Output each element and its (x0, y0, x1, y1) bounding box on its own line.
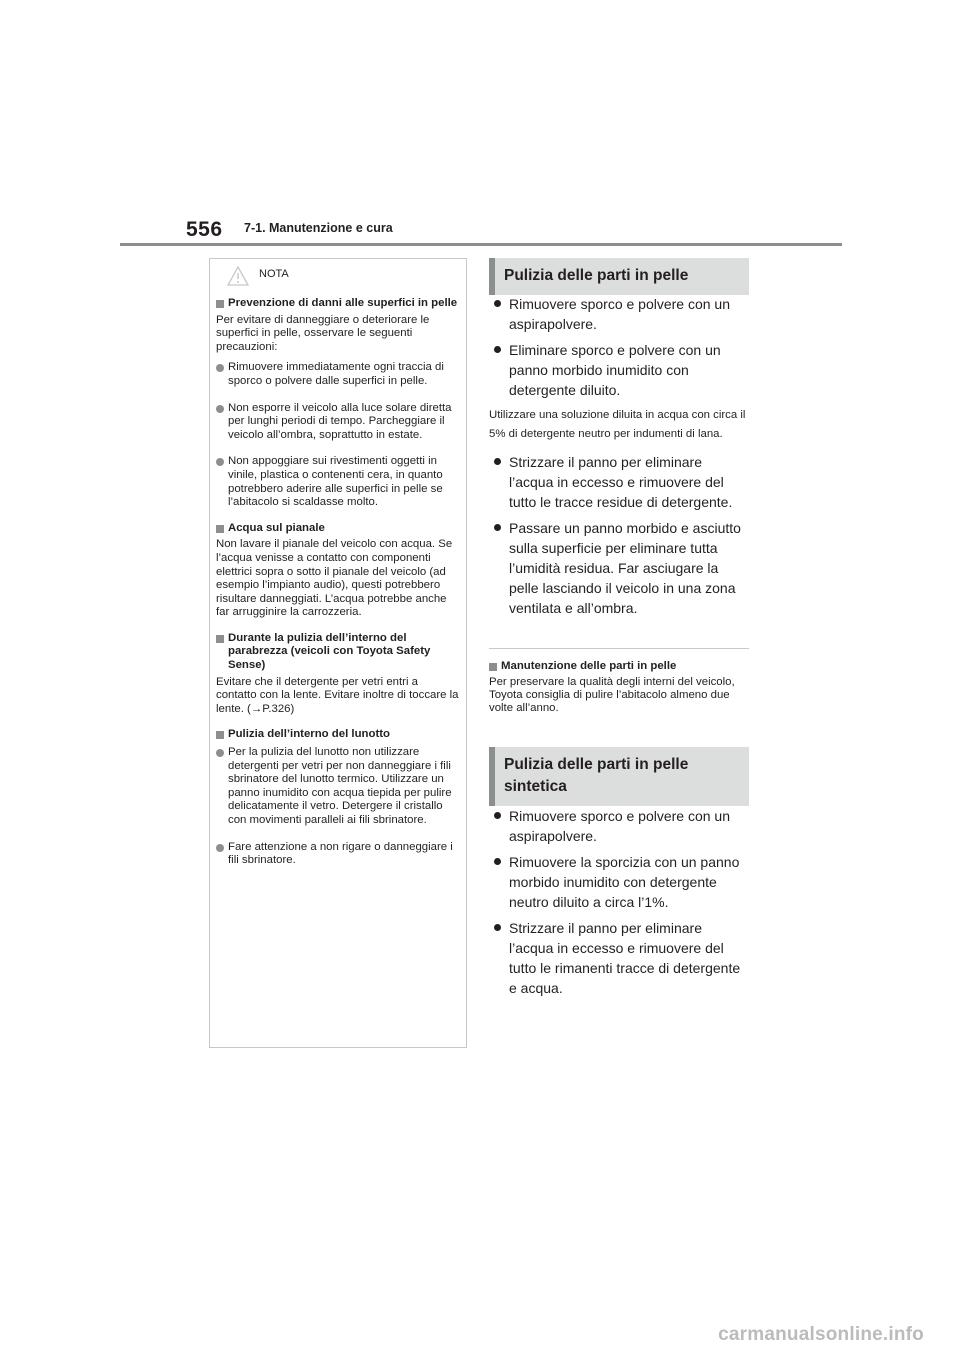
leather-list (489, 294, 749, 624)
nota-block-title: Durante la pulizia dell’interno del parabrezza (veicoli con Toyota Safety Sense) (216, 632, 460, 673)
nota-block-text: Evitare che il detergente per vetri entri a contatto con la lente. Evitare inoltre di toccare la lente. (→P.326) (216, 675, 459, 715)
leather-heading: Pulizia delle parti in pelle (489, 258, 749, 295)
list-item: Eliminare sporco e polvere con un panno morbido inumidito con detergente diluito. (493, 340, 749, 400)
nota-bullet: Per la pulizia del lunotto non utilizzare detergenti per vetri per non danneggiare i fili sbrinatore del lunotto termico. Utilizzare un panno inumidito con acqua tiepida per pulire delicatamente il vetro. Detergere il cristallo con movimenti paralleli ai fili sbrinatore. (216, 746, 460, 828)
synthetic-heading: Pulizia delle parti in pelle sintetica (489, 747, 749, 806)
nota-bullet: Rimuovere immediatamente ogni traccia di sporco o polvere dalle superfici in pelle. (216, 361, 460, 388)
nota-bullet: Non appoggiare sui rivestimenti oggetti in vinile, plastica o contenenti cera, in quanto potrebbero aderire alle superfici in pelle se l’abitacolo si scaldasse molto. (216, 455, 460, 509)
nota-bullet: Fare attenzione a non rigare o danneggiare i fili sbrinatore. (216, 841, 460, 868)
nota-bullet: Non esporre il veicolo alla luce solare diretta per lunghi periodi di tempo. Parcheggiare il veicolo all’ombra, soprattutto in estate. (216, 402, 460, 443)
leather-note: Utilizzare una soluzione diluita in acqua con circa il 5% di detergente neutro per indumenti di lana. (489, 409, 746, 440)
divider (489, 648, 749, 649)
nota-block-title: Prevenzione di danni alle superfici in pelle (216, 297, 460, 311)
header-rule (120, 243, 842, 246)
synthetic-list (493, 806, 749, 1004)
list-item: Strizzare il panno per eliminare l’acqua in eccesso e rimuovere del tutto le rimanenti tracce di detergente e acqua. (493, 918, 749, 998)
nota-block-title: Pulizia dell’interno del lunotto (216, 728, 460, 742)
nota-label: NOTA (259, 268, 289, 280)
page-number: 556 (186, 218, 223, 241)
maintenance-text: Per preservare la qualità degli interni del veicolo, Toyota consiglia di pulire l’abitacolo almeno due volte all’anno. (489, 676, 735, 714)
list-item: Rimuovere sporco e polvere con un aspirapolvere. (493, 294, 749, 334)
nota-block-title: Acqua sul pianale (216, 522, 460, 536)
maintenance-block (489, 660, 749, 715)
maintenance-title: Manutenzione delle parti in pelle (489, 660, 749, 673)
list-item: Rimuovere sporco e polvere con un aspirapolvere. (493, 806, 749, 846)
nota-box (209, 258, 467, 1048)
list-item: Passare un panno morbido e asciutto sulla superficie per eliminare tutta l’umidità residua. Far asciugare la pelle lasciando il veicolo in una zona ventilata e all’ombra. (493, 518, 749, 618)
nota-block-text: Per evitare di danneggiare o deteriorare le superfici in pelle, osservare le seguenti precauzioni: (216, 313, 430, 353)
watermark: carmanualsonline.info (718, 1324, 924, 1345)
section-title: 7-1. Manutenzione e cura (244, 221, 393, 235)
nota-header (210, 259, 466, 293)
list-item: Strizzare il panno per eliminare l’acqua in eccesso e rimuovere del tutto le tracce residue di detergente. (493, 452, 749, 512)
list-item: Rimuovere la sporcizia con un panno morbido inumidito con detergente neutro diluito a circa l’1%. (493, 852, 749, 912)
nota-block-text: Non lavare il pianale del veicolo con acqua. Se l’acqua venisse a contatto con componenti elettrici sopra o sotto il pianale del veicolo (ad esempio l’impianto audio), questi potrebbero risultare danneggiati. L’acqua potrebbe anche far arrugginire la carrozzeria. (216, 538, 453, 619)
nota-body (210, 297, 466, 868)
warning-icon (227, 266, 249, 286)
